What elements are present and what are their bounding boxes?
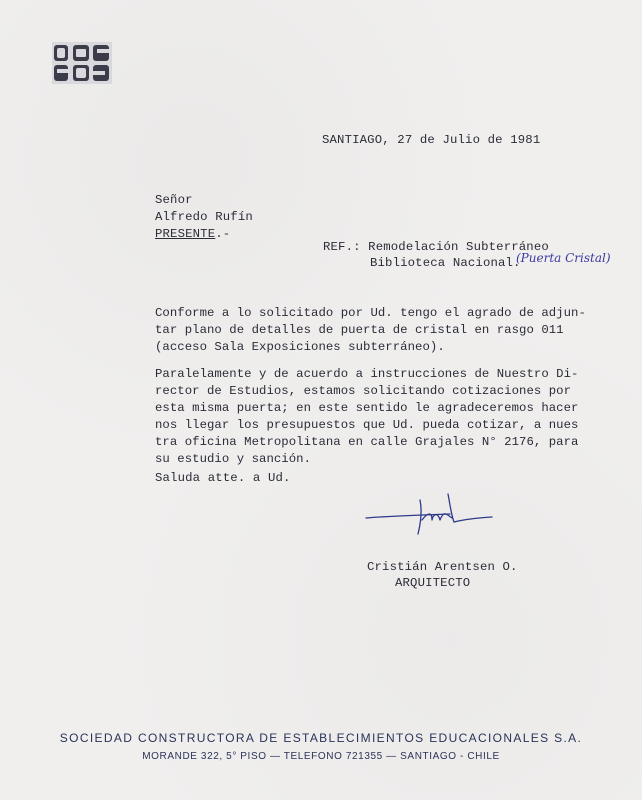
date-line: SANTIAGO, 27 de Julio de 1981 [322, 133, 541, 147]
paragraph-2-line-4: nos llegar los presupuestos que Ud. pueda cotizar, a nues [155, 418, 579, 432]
presente-word: PRESENTE [155, 227, 216, 241]
letterhead-address: MORANDE 322, 5° PISO — TELEFONO 721355 — SANTIAGO - CHILE [142, 751, 500, 762]
closing-line: Saluda atte. a Ud. [155, 471, 291, 485]
recipient-salutation: Señor [155, 193, 193, 207]
presente-suffix: .- [215, 227, 231, 241]
paragraph-1-line-3: (acceso Sala Exposiciones subterráneo). [155, 340, 445, 354]
signer-name: Cristián Arentsen O. [367, 560, 518, 574]
reference-line2: Biblioteca Nacional. [370, 256, 521, 270]
signature-icon [360, 490, 500, 540]
recipient-presente [155, 227, 230, 242]
paragraph-2-line-6: su estudio y sanción. [155, 452, 312, 466]
company-logo-icon [52, 42, 112, 84]
paragraph-1-line-1: Conforme a lo solicitado por Ud. tengo el agrado de adjun- [155, 306, 586, 320]
letterhead-company: SOCIEDAD CONSTRUCTORA DE ESTABLECIMIENTOS EDUCACIONALES S.A. [59, 731, 583, 745]
paragraph-1-line-2: tar plano de detalles de puerta de cristal en rasgo 011 [155, 323, 564, 337]
signer-title: ARQUITECTO [395, 576, 471, 590]
reference-label: REF.: Remodelación Subterráneo [323, 240, 549, 254]
recipient-name: Alfredo Rufín [155, 210, 253, 224]
handwritten-note: (Puerta Cristal) [516, 251, 611, 265]
paragraph-2-line-2: rector de Estudios, estamos solicitando cotizaciones por [155, 384, 572, 398]
paragraph-2-line-1: Paralelamente y de acuerdo a instrucciones de Nuestro Di- [155, 367, 579, 381]
paragraph-2-line-5: tra oficina Metropolitana en calle Grajales N° 2176, para [155, 435, 579, 449]
paragraph-2-line-3: esta misma puerta; en este sentido le agradeceremos hacer [155, 401, 579, 415]
